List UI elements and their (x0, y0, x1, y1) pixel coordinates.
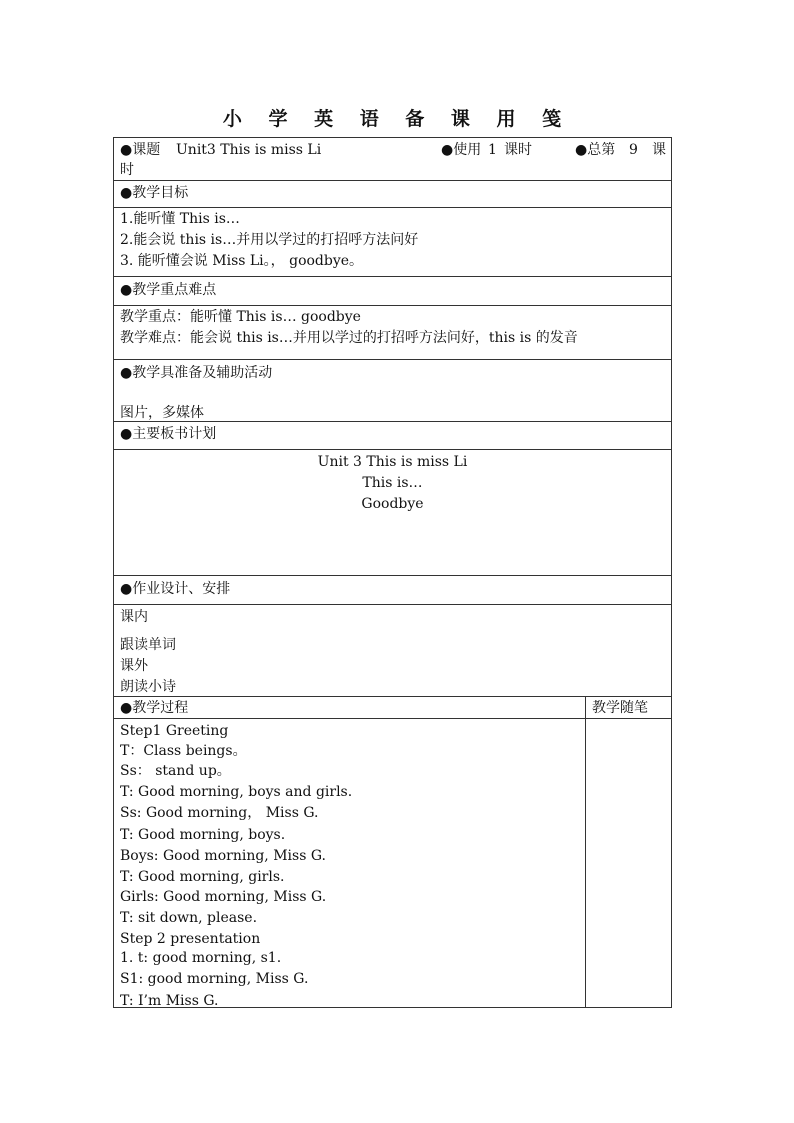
homework-line: 课外 (120, 658, 148, 674)
homework-line: 课内 (120, 609, 148, 625)
topic-value: Unit3 This is miss Li (176, 142, 322, 158)
header-row (114, 138, 671, 181)
preparation-row (114, 360, 671, 422)
key-points-content-row (114, 306, 671, 360)
process-line: Boys: Good morning, Miss G. (120, 848, 326, 864)
process-line: T：Class beings。 (120, 743, 247, 759)
process-line: T: Good morning, girls. (120, 869, 285, 885)
board-plan-content-row (114, 450, 671, 576)
lesson-plan-table (113, 137, 672, 1008)
key-points-heading-row (114, 277, 671, 306)
board-plan-line: Goodbye (361, 496, 424, 512)
process-line: T: I’m Miss G. (120, 993, 219, 1009)
process-line: S1: good morning, Miss G. (120, 971, 309, 987)
total-unit-wrap: 时 (120, 162, 134, 178)
notes-heading: 教学随笔 (592, 700, 648, 716)
process-line: Ss: Good morning， Miss G. (120, 805, 319, 821)
key-point-item: 教学重点：能听懂 This is… goodbye (120, 309, 361, 325)
process-line: Ss： stand up。 (120, 763, 231, 779)
process-heading: ●教学过程 (120, 700, 189, 716)
objectives-content-row (114, 208, 671, 277)
column-divider (585, 719, 586, 1007)
process-line: Step 2 presentation (120, 931, 261, 947)
homework-content-row (114, 605, 671, 697)
use-label: ●使用 (441, 142, 482, 158)
homework-heading: ●作业设计、安排 (120, 581, 231, 597)
process-line: 1. t: good morning, s1. (120, 950, 282, 966)
document-title: 小 学 英 语 备 课 用 笺 (222, 108, 572, 130)
objectives-heading-row (114, 181, 671, 208)
objective-item: 2.能会说 this is…并用以学过的打招呼方法问好 (120, 232, 419, 248)
board-plan-heading-row (114, 422, 671, 450)
column-divider (585, 697, 586, 718)
objective-item: 3. 能听懂会说 Miss Li。， goodbye。 (120, 253, 364, 269)
homework-heading-row (114, 576, 671, 605)
process-line: Step1 Greeting (120, 723, 229, 739)
total-unit: 课 (652, 142, 666, 158)
objective-item: 1.能听懂 This is… (120, 211, 240, 227)
process-heading-row (114, 697, 671, 719)
board-plan-heading: ●主要板书计划 (120, 426, 217, 442)
homework-line: 跟读单词 (120, 637, 176, 653)
key-points-heading: ●教学重点难点 (120, 282, 217, 298)
process-line: T: Good morning, boys. (120, 827, 286, 843)
key-point-item: 教学难点：能会说 this is…并用以学过的打招呼方法问好，this is 的发音 (120, 330, 578, 346)
use-unit: 课时 (504, 142, 532, 158)
process-line: T: sit down, please. (120, 910, 258, 926)
process-content-row (114, 719, 671, 1007)
use-count: 1 (488, 142, 497, 158)
process-line: Girls: Good morning, Miss G. (120, 889, 327, 905)
preparation-content: 图片，多媒体 (120, 405, 204, 421)
process-line: T: Good morning, boys and girls. (120, 784, 353, 800)
objectives-heading: ●教学目标 (120, 185, 189, 201)
total-label: ●总第 (575, 142, 616, 158)
homework-line: 朗读小诗 (120, 679, 176, 695)
board-plan-line: This is… (362, 475, 423, 491)
preparation-heading: ●教学具准备及辅助活动 (120, 365, 273, 381)
total-number: 9 (629, 142, 638, 158)
topic-label: ●课题 (120, 142, 161, 158)
board-plan-line: Unit 3 This is miss Li (317, 454, 468, 470)
